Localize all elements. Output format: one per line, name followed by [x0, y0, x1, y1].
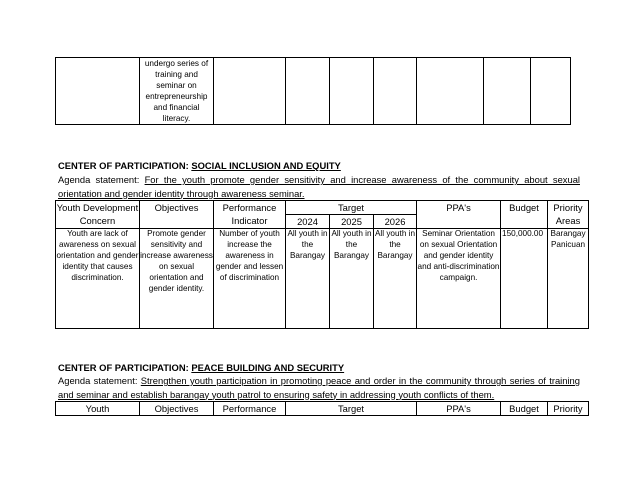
heading-prefix: CENTER OF PARTICIPATION: — [58, 362, 192, 373]
header-2025: 2025 — [330, 215, 374, 229]
previous-section-table — [55, 57, 571, 125]
header-objectives: Objectives — [140, 402, 214, 416]
agenda-label: Agenda statement: — [58, 375, 141, 386]
header-objectives: Objectives — [140, 201, 214, 229]
header-indicator: Performance — [214, 402, 286, 416]
priority-cell: Barangay Panicuan — [548, 229, 589, 329]
ppas-cell: Seminar Orientation on sexual Orientation and gender identity and anti-discrimination campaign. — [417, 229, 501, 329]
header-row — [56, 402, 589, 416]
social-section-heading — [58, 160, 341, 171]
header-concern: Youth Development Concern — [56, 201, 140, 229]
header-budget: Budget — [501, 201, 548, 229]
budget-cell: 150,000.00 — [501, 229, 548, 329]
peace-agenda-statement — [58, 374, 580, 401]
heading-prefix: CENTER OF PARTICIPATION: — [58, 160, 192, 171]
target-2025-cell: All youth in the Barangay — [330, 229, 374, 329]
header-2024: 2024 — [286, 215, 330, 229]
header-2026: 2026 — [374, 215, 417, 229]
target-2026-cell: All youth in the Barangay — [374, 229, 417, 329]
budget-cell — [484, 58, 531, 125]
target-2026-cell — [374, 58, 417, 125]
heading-topic: PEACE BUILDING AND SECURITY — [191, 362, 345, 373]
target-2025-cell — [330, 58, 374, 125]
header-target: Target — [286, 201, 417, 215]
objective-text: undergo series of training and seminar on entrepreneurship and financial literacy. — [144, 59, 209, 123]
target-2024-cell: All youth in the Barangay — [286, 229, 330, 329]
objective-cell — [140, 58, 214, 125]
peace-building-table — [55, 401, 589, 416]
concern-cell — [56, 58, 140, 125]
peace-section-heading — [58, 362, 344, 373]
objectives-cell: Promote gender sensitivity and increase awareness on sexual orientation and gender identity. — [140, 229, 214, 329]
heading-topic: SOCIAL INCLUSION AND EQUITY — [191, 160, 341, 171]
indicator-cell: Number of youth increase the awareness in gender and lessen of discrimination — [214, 229, 286, 329]
header-ppas: PPA's — [417, 201, 501, 229]
indicator-cell — [214, 58, 286, 125]
agenda-text: Strengthen youth participation in promoting peace and order in the community through series of training and seminar and establish barangay youth patrol to ensuring safety in addressing youth conflicts of them. — [58, 375, 580, 400]
social-agenda-statement — [58, 173, 580, 200]
priority-cell — [531, 58, 571, 125]
concern-cell: Youth are lack of awareness on sexual orientation and gender identity that causes discrimination. — [56, 229, 140, 329]
agenda-label: Agenda statement: — [58, 174, 145, 185]
header-row — [56, 201, 589, 215]
ppas-cell — [417, 58, 484, 125]
social-inclusion-table — [55, 200, 589, 329]
table-row — [56, 58, 571, 125]
table-row — [56, 229, 589, 329]
header-indicator: Performance Indicator — [214, 201, 286, 229]
header-concern: Youth — [56, 402, 140, 416]
target-2024-cell — [286, 58, 330, 125]
header-priority: Priority Areas — [548, 201, 589, 229]
header-ppas: PPA's — [417, 402, 501, 416]
header-priority: Priority — [548, 402, 589, 416]
agenda-text: For the youth promote gender sensitivity and increase awareness of the community about sexual orientation and gender identity through awareness seminar. — [58, 174, 580, 199]
header-budget: Budget — [501, 402, 548, 416]
header-target: Target — [286, 402, 417, 416]
